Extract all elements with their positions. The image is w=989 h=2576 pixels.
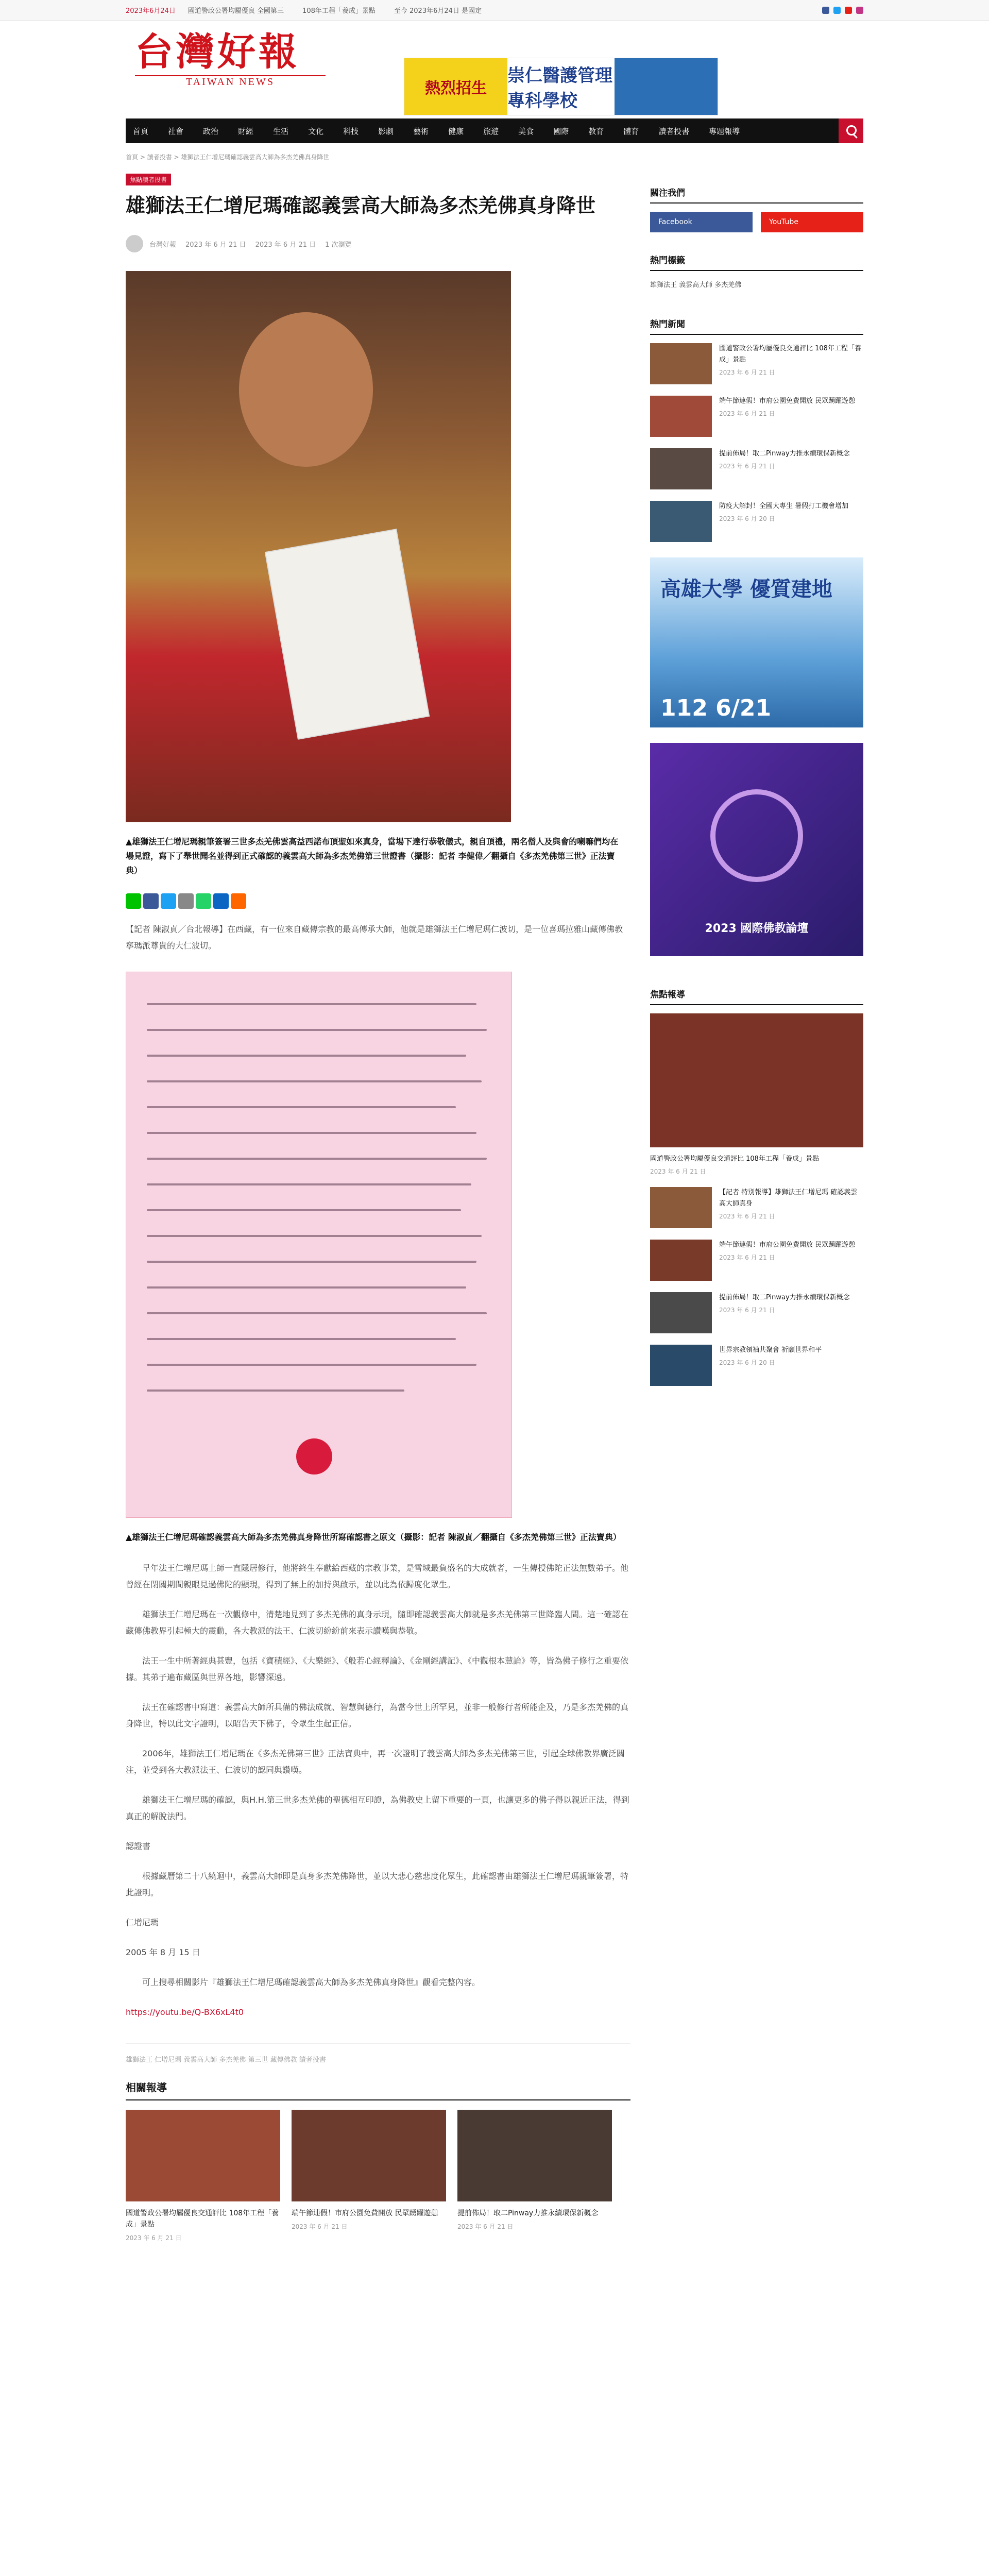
recommend-item-title: 端午節連假！市府公園免費開放 民眾踴躍遊憩 xyxy=(719,1241,856,1249)
search-icon[interactable] xyxy=(839,118,863,143)
nav-item[interactable]: 體育 xyxy=(623,126,639,136)
popular-item-title: 提前佈局！取二Pinway力推永續環保新概念 xyxy=(719,450,850,457)
nav-item[interactable]: 健康 xyxy=(448,126,464,136)
recommend-thumb xyxy=(650,1292,712,1333)
article-photo xyxy=(126,271,511,822)
article-intro: 【記者 陳淑貞／台北報導】在西藏，有一位來自藏傳宗教的最高傳承大師，他就是雄獅法王仁增尼瑪仁波切，是一位喜瑪拉雅山藏傳佛教寧瑪派尊貴的大仁波切。 xyxy=(126,924,623,951)
photo-document xyxy=(265,529,430,740)
recommend-item-title: 世界宗教領袖共聚會 祈願世界和平 xyxy=(719,1346,822,1354)
popular-item[interactable] xyxy=(650,396,863,437)
nav-item[interactable]: 影劇 xyxy=(378,126,394,136)
category-badge[interactable]: 焦點讀者投書 xyxy=(126,174,171,185)
nav-item[interactable]: 財經 xyxy=(238,126,254,136)
nav-item[interactable]: 首頁 xyxy=(133,126,149,136)
related-title: 相關報導 xyxy=(126,2079,630,2100)
recommend-item-title: 【記者 特別報導】雄獅法王仁增尼瑪 確認義雲高大師真身 xyxy=(719,1189,858,1208)
nav-item[interactable]: 政治 xyxy=(203,126,219,136)
related-item-date: 2023 年 6 月 21 日 xyxy=(126,2234,182,2242)
nav-item[interactable]: 文化 xyxy=(308,126,324,136)
related-item-title: 提前佈局！取二Pinway力推永續環保新概念 xyxy=(457,2209,599,2217)
nav-item[interactable]: 讀者投書 xyxy=(658,126,690,136)
header-ad-center: 崇仁醫護管理專科學校 xyxy=(507,65,612,111)
related-thumb xyxy=(457,2110,612,2201)
header-ad-left: 熱烈招生 xyxy=(404,58,507,115)
related-item-date: 2023 年 6 月 21 日 xyxy=(457,2223,514,2230)
related-thumb xyxy=(126,2110,280,2201)
author-avatar xyxy=(126,235,143,252)
body-paragraph: 2006年，雄獅法王仁增尼瑪在《多杰羌佛第三世》正法寶典中，再一次證明了義雲高大師為多杰羌佛第三世，引起全球佛教界廣泛關注，並受到各大教派法王、仁波切的認同與讚嘆。 xyxy=(126,1749,625,1775)
follow-title: 關注我們 xyxy=(650,185,863,204)
more-share-icon[interactable] xyxy=(231,893,246,909)
nav-item[interactable]: 生活 xyxy=(273,126,289,136)
recommend-item-date: 2023 年 6 月 20 日 xyxy=(719,1359,775,1366)
email-share-icon[interactable] xyxy=(178,893,194,909)
body-paragraph: 雄獅法王仁增尼瑪在一次觀修中，清楚地見到了多杰羌佛的真身示現，隨即確認義雲高大師就是多杰羌佛第三世降臨人間。這一確認在藏傳佛教界引起極大的震動，各大教派的法王、仁波切紛紛前來表示讚嘆與恭敬。 xyxy=(126,1609,629,1636)
line-share-icon[interactable] xyxy=(126,893,141,909)
cert-sign: 仁增尼瑪 xyxy=(126,1918,159,1927)
tags-title: 熱門標籤 xyxy=(650,253,863,271)
instagram-icon[interactable] xyxy=(856,7,863,14)
site-header xyxy=(0,21,989,111)
related-item[interactable] xyxy=(126,2110,280,2242)
breadcrumb[interactable]: 首頁 > 讀者投書 > 雄獅法王仁增尼瑪確認義雲高大師為多杰羌佛真身降世 xyxy=(126,154,330,161)
closing-paragraph: 可上搜尋相關影片『雄獅法王仁增尼瑪確認義雲高大師為多杰羌佛真身降世』觀看完整內容。 xyxy=(142,1977,481,1987)
top-bar xyxy=(0,0,989,21)
related-thumb xyxy=(292,2110,446,2201)
facebook-share-icon[interactable] xyxy=(143,893,159,909)
article-body xyxy=(126,1560,630,2021)
popular-item-title: 國道警政公署均屬優良交通評比 108年工程「養成」景點 xyxy=(719,345,861,364)
popular-thumb xyxy=(650,343,712,384)
letter-caption: ▲雄獅法王仁增尼瑪確認義雲高大師為多杰羌佛真身降世所寫確認書之原文（攝影：記者 陳淑貞／翻攝自《多杰羌佛第三世》正法寶典） xyxy=(126,1532,621,1542)
popular-item[interactable] xyxy=(650,343,863,384)
body-paragraph: 早年法王仁增尼瑪上師一直隱居修行，他將終生奉獻給西藏的宗教事業，是雪域最負盛名的大成就者，一生傳授佛陀正法無數弟子。他曾經在閉關期間親眼見過佛陀的顯現，得到了無上的加持與啟示，並以此為依歸度化眾生。 xyxy=(126,1563,629,1589)
update-date: 2023 年 6 月 21 日 xyxy=(255,241,316,249)
youtube-icon[interactable] xyxy=(845,7,852,14)
header-ad-image xyxy=(615,58,718,115)
recommend-main-date: 2023 年 6 月 21 日 xyxy=(650,1168,706,1175)
ticker-item[interactable]: 至今 2023年6月24日 是國定 xyxy=(394,7,482,15)
nav-item[interactable]: 社會 xyxy=(168,126,184,136)
sidebar-ad-realestate[interactable] xyxy=(650,557,863,727)
tag-cloud[interactable]: 雄獅法王 義雲高大師 多杰羌佛 xyxy=(650,281,742,289)
recommend-title: 焦點報導 xyxy=(650,987,863,1005)
section-title: 認證書 xyxy=(126,1841,151,1851)
youtube-button[interactable]: YouTube xyxy=(761,212,863,232)
nav-item[interactable]: 旅遊 xyxy=(483,126,499,136)
letter-image xyxy=(126,972,512,1518)
recommend-item[interactable] xyxy=(650,1345,863,1386)
popular-item-title: 端午節連假！市府公園免費開放 民眾踴躍遊憩 xyxy=(719,397,856,405)
video-link[interactable]: https://youtu.be/Q-BX6xL4t0 xyxy=(126,2007,244,2017)
cert-date: 2005 年 8 月 15 日 xyxy=(126,1947,200,1957)
recommend-thumb xyxy=(650,1240,712,1281)
article-tags[interactable]: 雄獅法王 仁增尼瑪 義雲高大師 多杰羌佛 第三世 藏傳佛教 讀者投書 xyxy=(126,2043,630,2064)
related-item-date: 2023 年 6 月 21 日 xyxy=(292,2223,348,2230)
popular-item-date: 2023 年 6 月 21 日 xyxy=(719,369,775,376)
top-social xyxy=(822,7,863,14)
photo-caption: ▲雄獅法王仁增尼瑪親筆簽署三世多杰羌佛雲高益西諾布頂聖如來真身，當場下達行恭敬儀式，親自頂禮，兩名僧人及與會的喇嘛們均在場見證，寫下了舉世聞名並得到正式確認的義雲高大師為多杰羌佛第三世證書（攝影：記者 李健偉／翻攝自《多杰羌佛第三世》正法寶典） xyxy=(126,837,619,875)
publish-date: 2023 年 6 月 21 日 xyxy=(185,241,246,249)
red-seal xyxy=(296,1438,332,1475)
recommend-item-date: 2023 年 6 月 21 日 xyxy=(719,1213,775,1220)
body-paragraph: 法王在確認書中寫道：義雲高大師所具備的佛法成就、智慧與德行，為當今世上所罕見，並非一般修行者所能企及，乃是多杰羌佛的真身降世，特以此文字證明，以昭告天下佛子，令眾生生起正信。 xyxy=(126,1702,629,1728)
article-main xyxy=(126,152,630,2242)
popular-item-date: 2023 年 6 月 20 日 xyxy=(719,515,775,522)
photo-subject xyxy=(239,312,373,467)
ad-date: 112 6/21 xyxy=(660,695,772,721)
header-ad-banner[interactable] xyxy=(404,58,718,115)
recommend-main[interactable] xyxy=(650,1154,863,1176)
related-articles xyxy=(126,2079,630,2242)
twitter-share-icon[interactable] xyxy=(161,893,176,909)
twitter-icon[interactable] xyxy=(833,7,841,14)
related-item-title: 國道警政公署均屬優良交通評比 108年工程「養成」景點 xyxy=(126,2209,279,2229)
sidebar xyxy=(650,185,863,1397)
recommend-item[interactable] xyxy=(650,1187,863,1228)
recommend-main-title: 國道警政公署均屬優良交通評比 108年工程「養成」景點 xyxy=(650,1155,819,1163)
top-date: 2023年6月24日 xyxy=(126,7,176,15)
nav-item[interactable]: 藝術 xyxy=(413,126,429,136)
nav-item[interactable]: 國際 xyxy=(553,126,569,136)
nav-item[interactable]: 專題報導 xyxy=(709,126,740,136)
copy-link-icon[interactable] xyxy=(213,893,229,909)
recommend-thumb xyxy=(650,1187,712,1228)
popular-item[interactable] xyxy=(650,448,863,489)
share-bar xyxy=(126,893,630,909)
nav-item[interactable]: 教育 xyxy=(588,126,604,136)
nav-item[interactable]: 科技 xyxy=(343,126,359,136)
recommend-thumb xyxy=(650,1345,712,1386)
recommend-item-title: 提前佈局！取二Pinway力推永續環保新概念 xyxy=(719,1294,850,1301)
popular-item-date: 2023 年 6 月 21 日 xyxy=(719,410,775,417)
ad-forum-text: 2023 國際佛教論壇 xyxy=(705,922,809,935)
popular-thumb xyxy=(650,396,712,437)
view-count: 1 次瀏覽 xyxy=(325,241,352,249)
body-paragraph: 雄獅法王仁增尼瑪的確認，與H.H.第三世多杰羌佛的聖德相互印證，為佛教史上留下重要的一頁，也讓更多的佛子得以親近正法，得到真正的解脫法門。 xyxy=(126,1795,629,1821)
nav-item[interactable]: 美食 xyxy=(518,126,534,136)
main-nav xyxy=(126,118,863,143)
logo-name-en: TAIWAN NEWS xyxy=(135,75,326,88)
site-logo[interactable] xyxy=(135,30,331,92)
article-title: 雄獅法王仁增尼瑪確認義雲高大師為多杰羌佛真身降世 xyxy=(126,194,596,217)
popular-thumb xyxy=(650,501,712,542)
popular-item-title: 防疫大解封！全國大專生 暑假打工機會增加 xyxy=(719,502,849,510)
author-name[interactable]: 台灣好報 xyxy=(149,241,177,249)
popular-thumb xyxy=(650,448,712,489)
related-item[interactable] xyxy=(457,2110,612,2242)
ad-ring xyxy=(710,789,803,882)
recommend-image[interactable] xyxy=(650,1013,863,1147)
related-item-title: 端午節連假！市府公園免費開放 民眾踴躍遊憩 xyxy=(292,2209,438,2217)
cert-text: 根據藏曆第二十八繞迴中，義雲高大師即是真身多杰羌佛降世，並以大悲心慈悲度化眾生，此確認書由雄獅法王仁增尼瑪親筆簽署，特此證明。 xyxy=(126,1871,629,1897)
recommend-item-date: 2023 年 6 月 21 日 xyxy=(719,1254,775,1261)
popular-title: 熱門新聞 xyxy=(650,317,863,335)
recommend-item-date: 2023 年 6 月 21 日 xyxy=(719,1307,775,1314)
ticker-item[interactable]: 國道警政公署均屬優良 全國第三 xyxy=(187,7,284,15)
related-item[interactable] xyxy=(292,2110,446,2242)
recommend-item[interactable] xyxy=(650,1240,863,1281)
sidebar-ad-forum[interactable] xyxy=(650,743,863,956)
facebook-button[interactable]: Facebook xyxy=(650,212,753,232)
logo-name-cn: 台灣好報 xyxy=(135,30,300,74)
whatsapp-share-icon[interactable] xyxy=(196,893,211,909)
article-meta xyxy=(126,235,630,252)
recommend-item[interactable] xyxy=(650,1292,863,1333)
popular-item[interactable] xyxy=(650,501,863,542)
ticker-item[interactable]: 108年工程「養成」景點 xyxy=(302,7,376,15)
ad-title: 高雄大學 優質建地 xyxy=(660,577,832,601)
body-paragraph: 法王一生中所著經典甚豐，包括《寶積經》、《大樂經》、《般若心經釋論》、《金剛經講記》、《中觀根本慧論》等，皆為佛子修行之重要依據。其弟子遍布藏區與世界各地，影響深遠。 xyxy=(126,1656,629,1682)
facebook-icon[interactable] xyxy=(822,7,829,14)
popular-item-date: 2023 年 6 月 21 日 xyxy=(719,463,775,470)
